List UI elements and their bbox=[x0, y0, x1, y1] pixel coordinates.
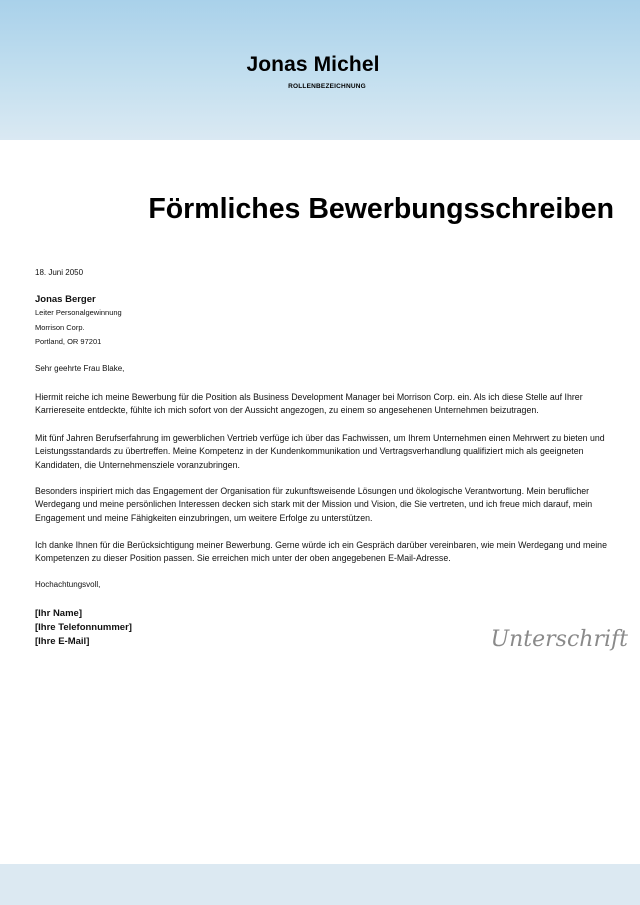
body-paragraph-2: Mit fünf Jahren Berufserfahrung im gewerblichen Vertrieb verfüge ich über das Fachwissen, um Ihrem Unternehmen einen Mehrwert zu bieten und Leistungsstandards zu übertreffen. Meine Kompetenz in der Kundenkommunikation und Vertragsverhandlung qualifiziert mich als geeigneten Kandidaten, die Unternehmensziele voranzubringen. bbox=[35, 433, 605, 470]
salutation: Sehr geehrte Frau Blake, bbox=[35, 364, 125, 373]
signoff-block bbox=[35, 607, 132, 649]
recipient-address: Portland, OR 97201 bbox=[35, 337, 102, 346]
letter-date: 18. Juni 2050 bbox=[35, 268, 84, 277]
document-title: Förmliches Bewerbungsschreiben bbox=[148, 193, 614, 225]
recipient-block bbox=[35, 294, 122, 350]
signature: Unterschrift bbox=[490, 627, 628, 652]
signoff-email: [Ihre E-Mail] bbox=[35, 636, 90, 647]
recipient-company: Morrison Corp. bbox=[35, 322, 85, 332]
signoff-name: [Ihr Name] bbox=[35, 608, 82, 619]
footer-band bbox=[0, 864, 640, 905]
signoff-phone: [Ihre Telefonnummer] bbox=[35, 622, 132, 633]
recipient-name: Jonas Berger bbox=[35, 294, 96, 305]
body-paragraph-1: Hiermit reiche ich meine Bewerbung für die Position als Business Development Manager bei Morrison Corp. ein. Als ich diese Stelle auf Ihrer Karriereseite entdeckte, fühlte ich mich sofort von der Aussicht angezogen, zu einem so angesehenen Unternehmen beizutragen. bbox=[35, 392, 583, 416]
role-title: ROLLENBEZEICHNUNG bbox=[288, 83, 366, 90]
recipient-position: Leiter Personalgewinnung bbox=[35, 308, 122, 317]
author-name: Jonas Michel bbox=[246, 53, 380, 76]
body-paragraph-3: Besonders inspiriert mich das Engagement der Organisation für zukunftsweisende Lösungen und ökologische Verantwortung. Mein beruflicher Werdegang und meine persönlichen Interessen decken sich stark mit der Mission und Vision, die Sie vertreten, und ich freue mich darauf, mein Engagement und meine Fähigkeiten einzubringen, um weitere Erfolge zu unterstützen. bbox=[35, 486, 593, 523]
body-paragraph-4: Ich danke Ihnen für die Berücksichtigung meiner Bewerbung. Gerne würde ich ein Gespräch darüber vereinbaren, wie mein Werdegang und meine Kompetenzen zu dieser Position passen. Sie erreichen mich unter der oben angegebenen E-Mail-Adresse. bbox=[35, 540, 607, 564]
closing-phrase: Hochachtungsvoll, bbox=[35, 580, 101, 589]
